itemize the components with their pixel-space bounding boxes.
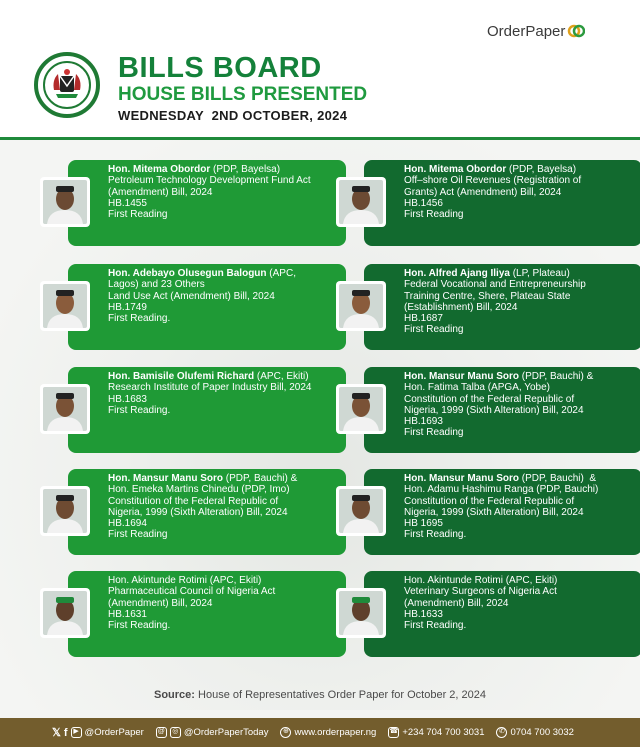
bill-detail-line: HB.1693 bbox=[404, 416, 443, 428]
source-label: Source: bbox=[153, 689, 195, 701]
bill-sponsor bbox=[108, 268, 338, 279]
bill-detail-line: Veterinary Surgeons of Nigeria Act bbox=[404, 586, 557, 598]
page-date: WEDNESDAY 2ND OCTOBER, 2024 bbox=[118, 108, 348, 123]
brand-name: OrderPaper bbox=[487, 22, 566, 40]
footer-website: www.orderpaper.ng bbox=[294, 727, 377, 738]
person-portrait-icon bbox=[339, 489, 383, 533]
bill-detail-line: First Reading. bbox=[404, 529, 467, 541]
sponsor-affiliation: (PDP, Bauchi) & bbox=[519, 371, 594, 382]
bill-detail-line: (Amendment) Bill, 2024 bbox=[108, 597, 213, 609]
sponsor-affiliation: (PDP, Bauchi) & bbox=[223, 473, 298, 484]
footer-phone-link[interactable] bbox=[388, 727, 484, 738]
bill-detail-line: HB.1631 bbox=[108, 608, 147, 620]
bill-card bbox=[68, 367, 346, 453]
bill-detail-line: HB.1683 bbox=[108, 393, 147, 405]
sponsor-photo bbox=[40, 281, 90, 331]
bill-detail-line: Land Use Act (Amendment) Bill, 2024 bbox=[108, 290, 275, 302]
source-text: House of Representatives Order Paper for October 2, 2024 bbox=[194, 689, 486, 701]
coat-of-arms-icon bbox=[42, 60, 92, 110]
bill-detail-line: Lagos) and 23 Others bbox=[108, 279, 205, 291]
bill-detail-line: First Reading bbox=[404, 427, 464, 439]
bill-detail-line: HB.1749 bbox=[108, 301, 147, 313]
source-note bbox=[0, 689, 640, 701]
bill-card bbox=[364, 160, 640, 246]
bill-detail-line: Hon. Adamu Hashimu Ranga (PDP, Bauchi) bbox=[404, 484, 599, 496]
bill-card bbox=[364, 571, 640, 657]
bill-detail-line: First Reading bbox=[108, 529, 168, 541]
footer-phone: +234 704 700 3031 bbox=[402, 727, 485, 738]
person-portrait-icon bbox=[339, 387, 383, 431]
bill-detail-line: HB 1695 bbox=[404, 518, 443, 530]
sponsor-name: Hon. Mitema Obordor bbox=[404, 164, 507, 175]
sponsor-name: Hon. Adebayo Olusegun Balogun bbox=[108, 268, 267, 279]
bill-detail-line: First Reading. bbox=[404, 620, 467, 632]
footer-x-link[interactable] bbox=[52, 726, 144, 739]
bill-sponsor bbox=[108, 473, 338, 484]
bill-sponsor bbox=[404, 371, 634, 382]
youtube-icon: ▶ bbox=[71, 727, 82, 738]
sponsor-name: Hon. Mansur Manu Soro bbox=[108, 473, 223, 484]
bill-sponsor bbox=[404, 473, 634, 484]
sponsor-name: Hon. Mansur Manu Soro bbox=[404, 473, 519, 484]
bill-card bbox=[364, 469, 640, 555]
bill-detail-line: HB.1687 bbox=[404, 313, 443, 325]
footer-instagram-link[interactable] bbox=[156, 727, 269, 738]
sponsor-affiliation: (APC, Ekiti) bbox=[254, 371, 309, 382]
person-portrait-icon bbox=[43, 591, 87, 635]
bill-detail-line: (Establishment) Bill, 2024 bbox=[404, 301, 518, 313]
x-icon: 𝕏 bbox=[52, 727, 61, 739]
sponsor-photo bbox=[336, 486, 386, 536]
threads-icon: @ bbox=[156, 727, 167, 738]
globe-icon: ⊕ bbox=[280, 727, 291, 738]
bill-detail-line: Constitution of the Federal Republic of bbox=[108, 495, 279, 507]
sponsor-photo bbox=[40, 486, 90, 536]
sponsor-affiliation: (PDP, Bauchi) & bbox=[519, 473, 597, 484]
bill-detail-line: HB.1455 bbox=[108, 197, 147, 209]
bill-card bbox=[68, 160, 346, 246]
person-portrait-icon bbox=[339, 284, 383, 328]
bill-detail-line: Grants) Act (Amendment) Bill, 2024 bbox=[404, 186, 562, 198]
bill-detail-line: HB.1456 bbox=[404, 197, 443, 209]
footer-whatsapp: 0704 700 3032 bbox=[510, 727, 574, 738]
bill-detail-line: Hon. Fatima Talba (APGA, Yobe) bbox=[404, 382, 551, 394]
bill-detail-line: Petroleum Technology Development Fund Act bbox=[108, 175, 311, 187]
bill-detail-line: Off–shore Oil Revenues (Registration of bbox=[404, 175, 582, 187]
bill-card bbox=[68, 571, 346, 657]
sponsor-affiliation: (PDP, Bayelsa) bbox=[506, 164, 577, 175]
bill-detail-line: First Reading bbox=[108, 209, 168, 221]
bill-detail-line: Training Centre, Shere, Plateau State bbox=[404, 290, 571, 302]
whatsapp-icon: ✆ bbox=[496, 727, 507, 738]
phone-icon: ☎ bbox=[388, 727, 399, 738]
person-portrait-icon bbox=[339, 180, 383, 224]
sponsor-affiliation: Hon. Akintunde Rotimi (APC, Ekiti) bbox=[404, 575, 558, 586]
sponsor-photo bbox=[336, 588, 386, 638]
footer-bar bbox=[0, 718, 640, 747]
bill-detail-line: (Amendment) Bill, 2024 bbox=[108, 186, 213, 198]
orderpaper-mark-icon bbox=[567, 22, 585, 40]
page-title: BILLS BOARD bbox=[118, 52, 322, 84]
bill-detail-line: Constitution of the Federal Republic of bbox=[404, 393, 575, 405]
bill-detail-line: First Reading. bbox=[108, 313, 171, 325]
bill-detail-line: Nigeria, 1999 (Sixth Alteration) Bill, 2024 bbox=[404, 404, 584, 416]
person-portrait-icon bbox=[43, 489, 87, 533]
bill-detail-line: HB.1633 bbox=[404, 608, 443, 620]
bill-detail-line: First Reading bbox=[404, 209, 464, 221]
bill-detail-line: Hon. Emeka Martins Chinedu (PDP, Imo) bbox=[108, 484, 290, 496]
bill-detail-line: First Reading bbox=[404, 324, 464, 336]
sponsor-photo bbox=[336, 281, 386, 331]
brand-logo[interactable] bbox=[487, 22, 585, 40]
bill-sponsor bbox=[404, 268, 634, 279]
sponsor-name: Hon. Mitema Obordor bbox=[108, 164, 211, 175]
bill-detail-line: Pharmaceutical Council of Nigeria Act bbox=[108, 586, 276, 598]
person-portrait-icon bbox=[339, 591, 383, 635]
instagram-icon: ◎ bbox=[170, 727, 181, 738]
bill-detail-line: First Reading. bbox=[108, 620, 171, 632]
sponsor-name: Hon. Alfred Ajang Iliya bbox=[404, 268, 510, 279]
bill-detail-line: Constitution of the Federal Republic of bbox=[404, 495, 575, 507]
bill-sponsor bbox=[404, 164, 634, 175]
header bbox=[0, 0, 640, 140]
footer-website-link[interactable] bbox=[280, 727, 376, 738]
footer-x-handle: @OrderPaper bbox=[84, 727, 144, 738]
sponsor-affiliation: (APC, bbox=[266, 268, 296, 279]
sponsor-photo bbox=[40, 384, 90, 434]
person-portrait-icon bbox=[43, 284, 87, 328]
footer-ig-handle: @OrderPaperToday bbox=[183, 727, 269, 738]
sponsor-affiliation: (PDP, Bayelsa) bbox=[210, 164, 281, 175]
sponsor-photo bbox=[336, 177, 386, 227]
bill-detail-line: First Reading. bbox=[108, 404, 171, 416]
bill-sponsor bbox=[108, 575, 338, 586]
page-subtitle: HOUSE BILLS PRESENTED bbox=[118, 84, 368, 105]
bill-sponsor bbox=[108, 371, 338, 382]
bill-card bbox=[364, 367, 640, 453]
sponsor-affiliation: Hon. Akintunde Rotimi (APC, Ekiti) bbox=[108, 575, 262, 586]
bill-detail-line: Nigeria, 1999 (Sixth Alteration) Bill, 2024 bbox=[108, 506, 288, 518]
sponsor-name: Hon. Mansur Manu Soro bbox=[404, 371, 519, 382]
bill-card bbox=[364, 264, 640, 350]
bill-card bbox=[68, 264, 346, 350]
bill-detail-line: Nigeria, 1999 (Sixth Alteration) Bill, 2024 bbox=[404, 506, 584, 518]
bill-sponsor bbox=[404, 575, 634, 586]
facebook-icon: f bbox=[63, 726, 68, 739]
bill-detail-line: Research Institute of Paper Industry Bill, 2024 bbox=[108, 382, 312, 394]
bill-detail-line: HB.1694 bbox=[108, 518, 147, 530]
sponsor-name: Hon. Bamisile Olufemi Richard bbox=[108, 371, 255, 382]
sponsor-photo bbox=[40, 588, 90, 638]
bill-sponsor bbox=[108, 164, 338, 175]
bill-detail-line: Federal Vocational and Entrepreneurship bbox=[404, 279, 586, 291]
sponsor-photo bbox=[40, 177, 90, 227]
person-portrait-icon bbox=[43, 180, 87, 224]
bill-detail-line: (Amendment) Bill, 2024 bbox=[404, 597, 509, 609]
sponsor-photo bbox=[336, 384, 386, 434]
footer-whatsapp-link[interactable] bbox=[496, 727, 573, 738]
person-portrait-icon bbox=[43, 387, 87, 431]
sponsor-affiliation: (LP, Plateau) bbox=[509, 268, 570, 279]
bill-card bbox=[68, 469, 346, 555]
house-of-reps-logo bbox=[34, 52, 100, 118]
